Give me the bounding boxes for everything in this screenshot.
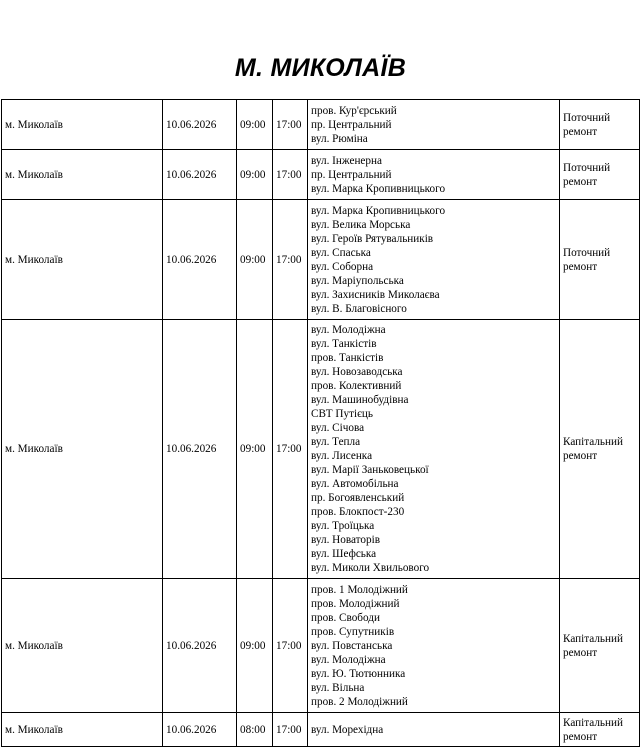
street-item: вул. Танкістів bbox=[311, 338, 377, 350]
end-time-cell: 17:00 bbox=[273, 150, 308, 200]
street-item: вул. Троїцька bbox=[311, 520, 375, 532]
end-time-cell: 17:00 bbox=[273, 200, 308, 320]
street-item: пров. Супутників bbox=[311, 625, 395, 638]
work-type-cell: Поточний ремонт bbox=[560, 150, 640, 200]
street-item: вул. В. Благовісного bbox=[311, 302, 407, 315]
street-item: вул. Рюміна bbox=[311, 132, 368, 145]
street-item: вул. Інженерна bbox=[311, 154, 382, 167]
start-time-cell: 09:00 bbox=[237, 579, 273, 713]
street-item: вул. Вільна bbox=[311, 681, 365, 694]
city-cell: м. Миколаїв bbox=[2, 579, 163, 713]
work-type-cell: Капітальний ремонт bbox=[560, 713, 640, 747]
table-row bbox=[2, 320, 640, 579]
street-item: вул. Морехідна bbox=[311, 723, 384, 736]
street-item: пр. Центральний bbox=[311, 168, 392, 181]
table-row bbox=[2, 100, 640, 150]
street-item: вул. Січова bbox=[311, 422, 365, 434]
street-item: вул. Тепла bbox=[311, 436, 361, 448]
street-item: вул. Молодіжна bbox=[311, 324, 386, 336]
street-item: СВТ Путієць bbox=[311, 408, 373, 420]
streets-cell bbox=[308, 100, 560, 150]
city-cell: м. Миколаїв bbox=[2, 100, 163, 150]
date-cell: 10.06.2026 bbox=[163, 713, 237, 747]
end-time-cell: 17:00 bbox=[273, 579, 308, 713]
date-cell: 10.06.2026 bbox=[163, 100, 237, 150]
street-item: вул. Повстанська bbox=[311, 639, 393, 652]
street-item: вул. Новозаводська bbox=[311, 366, 403, 378]
city-cell: м. Миколаїв bbox=[2, 320, 163, 579]
date-cell: 10.06.2026 bbox=[163, 320, 237, 579]
street-item: вул. Лисенка bbox=[311, 450, 373, 462]
street-item: вул. Соборна bbox=[311, 260, 374, 273]
streets-cell bbox=[308, 713, 560, 747]
street-item: вул. Героїв Рятувальників bbox=[311, 232, 434, 245]
date-cell: 10.06.2026 bbox=[163, 579, 237, 713]
streets-cell bbox=[308, 200, 560, 320]
street-item: пров. 1 Молодіжний bbox=[311, 583, 408, 596]
street-item: вул. Марка Кропивницького bbox=[311, 182, 446, 195]
street-item: вул. Велика Морська bbox=[311, 218, 411, 231]
date-cell: 10.06.2026 bbox=[163, 200, 237, 320]
outage-schedule-table bbox=[1, 99, 640, 747]
city-cell: м. Миколаїв bbox=[2, 200, 163, 320]
work-type-cell: Капітальний ремонт bbox=[560, 579, 640, 713]
table-row bbox=[2, 150, 640, 200]
street-item: вул. Молодіжна bbox=[311, 653, 386, 666]
street-item: вул. Новаторів bbox=[311, 534, 380, 546]
street-item: вул. Марії Заньковецької bbox=[311, 464, 429, 476]
table-row bbox=[2, 200, 640, 320]
work-type-cell: Капітальний ремонт bbox=[560, 320, 640, 579]
street-item: вул. Марка Кропивницького bbox=[311, 204, 446, 217]
end-time-cell: 17:00 bbox=[273, 713, 308, 747]
end-time-cell: 17:00 bbox=[273, 100, 308, 150]
streets-cell bbox=[308, 320, 560, 579]
street-item: пров. Молодіжний bbox=[311, 597, 400, 610]
city-cell: м. Миколаїв bbox=[2, 713, 163, 747]
street-item: вул. Ю. Тютюнника bbox=[311, 667, 406, 680]
date-cell: 10.06.2026 bbox=[163, 150, 237, 200]
work-type-cell: Поточний ремонт bbox=[560, 200, 640, 320]
street-item: пров. Свободи bbox=[311, 611, 380, 624]
street-item: пр. Центральний bbox=[311, 118, 392, 131]
page-title: М. МИКОЛАЇВ bbox=[234, 54, 407, 82]
street-item: пров. 2 Молодіжний bbox=[311, 695, 408, 708]
streets-cell bbox=[308, 150, 560, 200]
start-time-cell: 09:00 bbox=[237, 100, 273, 150]
end-time-cell: 17:00 bbox=[273, 320, 308, 579]
street-item: вул. Маріупольська bbox=[311, 274, 404, 287]
start-time-cell: 09:00 bbox=[237, 200, 273, 320]
street-item: вул. Автомобільна bbox=[311, 478, 399, 490]
street-item: пров. Блокпост-230 bbox=[311, 506, 405, 518]
street-item: пров. Колективний bbox=[311, 380, 402, 392]
start-time-cell: 09:00 bbox=[237, 320, 273, 579]
street-item: пр. Богоявленський bbox=[311, 492, 405, 504]
streets-cell bbox=[308, 579, 560, 713]
street-item: пров. Кур'єрський bbox=[311, 104, 397, 117]
street-item: вул. Шефська bbox=[311, 548, 377, 560]
street-item: пров. Танкістів bbox=[311, 352, 384, 364]
start-time-cell: 09:00 bbox=[237, 150, 273, 200]
city-cell: м. Миколаїв bbox=[2, 150, 163, 200]
street-item: вул. Машинобудівна bbox=[311, 394, 409, 406]
start-time-cell: 08:00 bbox=[237, 713, 273, 747]
table-row bbox=[2, 579, 640, 713]
street-item: вул. Миколи Хвильового bbox=[311, 562, 430, 574]
street-item: вул. Спаська bbox=[311, 246, 371, 259]
street-item: вул. Захисників Миколаєва bbox=[311, 288, 440, 301]
table-row bbox=[2, 713, 640, 747]
work-type-cell: Поточний ремонт bbox=[560, 100, 640, 150]
